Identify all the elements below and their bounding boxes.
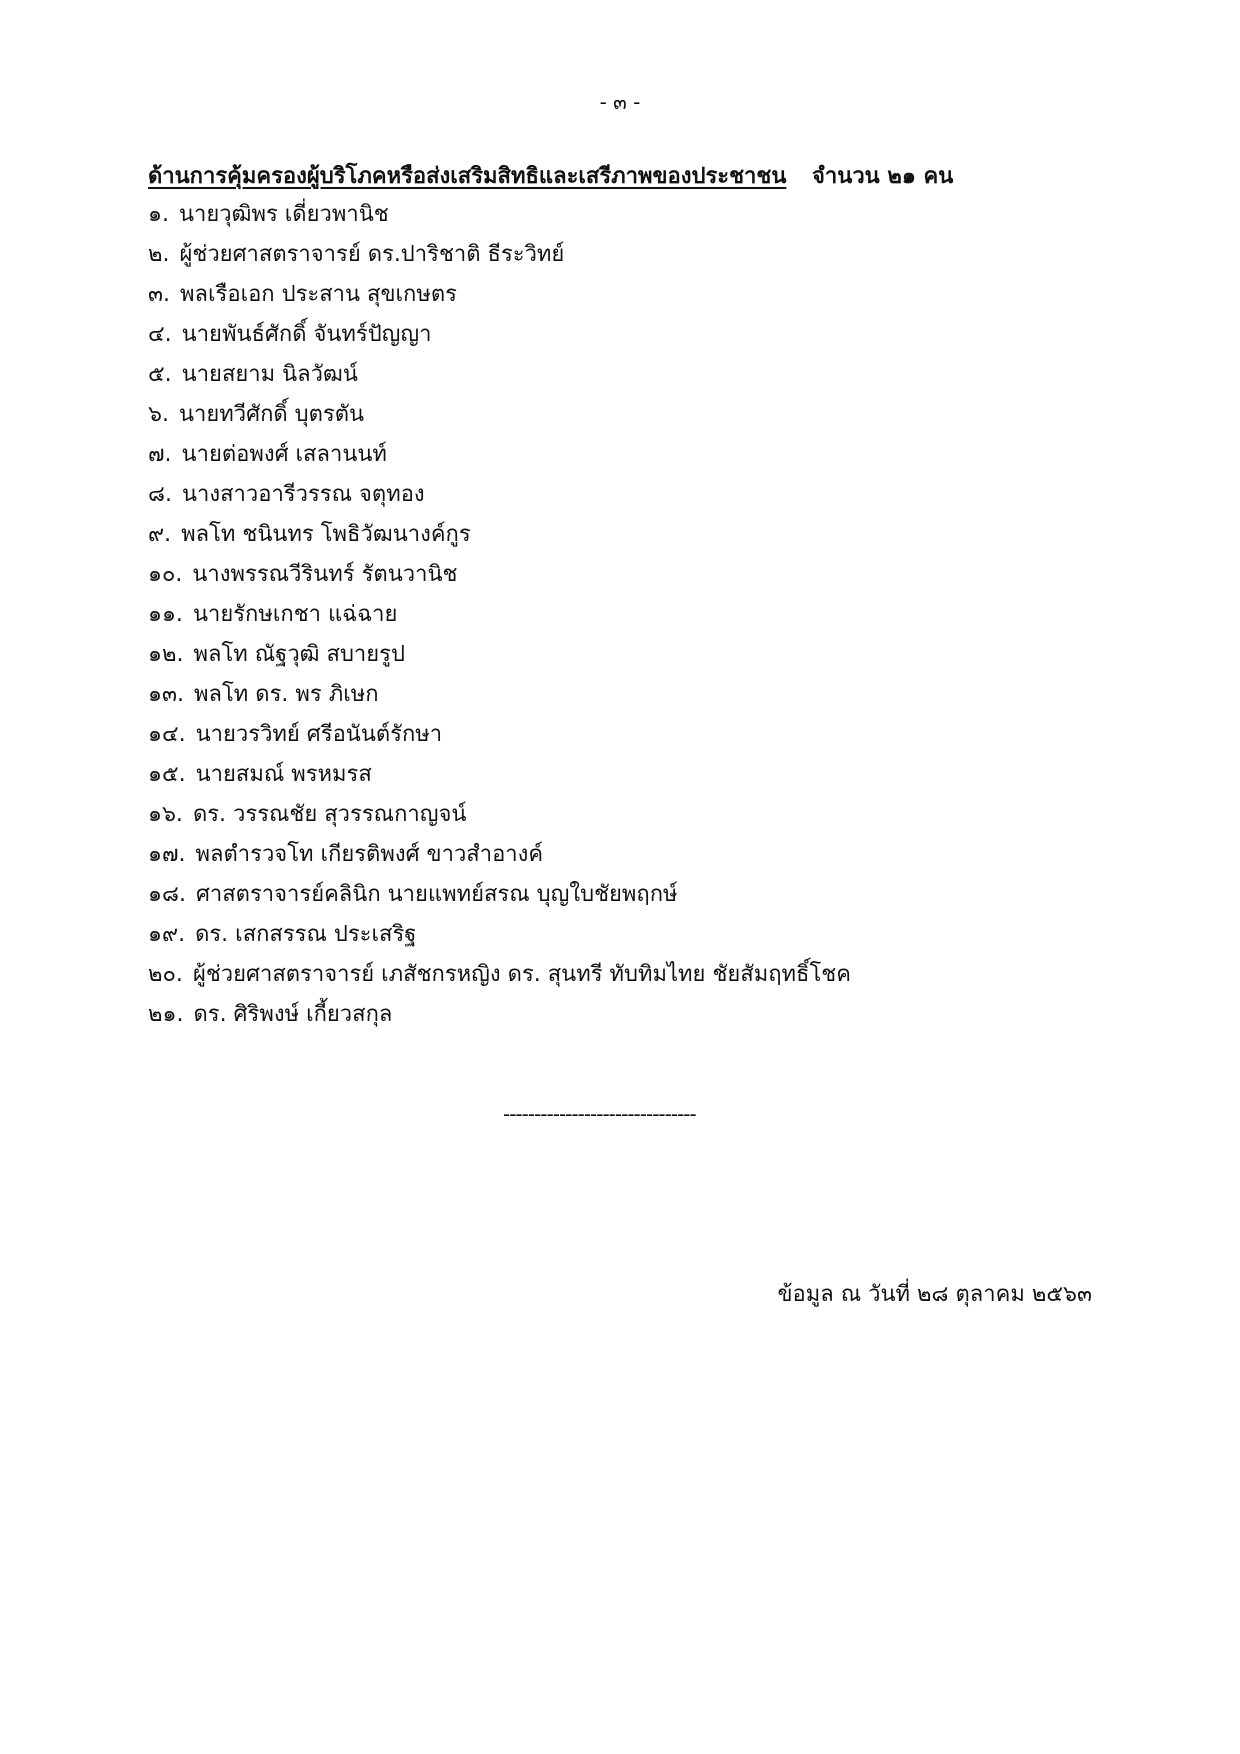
member-name: นางสาวอารีวรรณ จตุทอง [181,482,425,507]
data-date: ข้อมูล ณ วันที่ ๒๘ ตุลาคม ๒๕๖๓ [777,1282,1092,1307]
section-title: ด้านการคุ้มครองผู้บริโภคหรือส่งเสริมสิทธิและเสรีภาพของประชาชน [148,164,787,189]
member-name: นายวรวิทย์ ศรีอนันต์รักษา [195,722,443,747]
item-number: ๑๖. [148,802,183,827]
item-number: ๑๘. [148,882,186,907]
member-name: นายวุฒิพร เดี่ยวพานิช [178,202,389,227]
item-number: ๑๙. [148,922,186,947]
member-name: นายสยาม นิลวัฒน์ [181,362,358,387]
list-item [148,715,851,755]
member-name: พลโท ดร. พร ภิเษก [194,682,379,707]
item-number: ๑๔. [148,722,186,747]
member-name: ดร. เสกสรรณ ประเสริฐ [195,922,417,947]
member-list [148,195,851,1035]
member-count: จำนวน ๒๑ คน [812,164,954,189]
list-item [148,315,851,355]
list-item [148,635,851,675]
item-number: ๑๒. [148,642,184,667]
item-number: ๓. [148,282,171,307]
member-name: ผู้ช่วยศาสตราจารย์ ดร.ปาริชาติ ธีระวิทย์ [179,242,565,267]
item-number: ๘. [148,482,172,507]
list-item [148,235,851,275]
list-item [148,395,851,435]
list-item [148,515,851,555]
item-number: ๑๐. [148,562,183,587]
list-item [148,915,851,955]
list-item [148,355,851,395]
member-name: ศาสตราจารย์คลินิก นายแพทย์สรณ บุญใบชัยพฤกษ์ [195,882,678,907]
item-number: ๕. [148,362,172,387]
item-number: ๒๑. [148,1002,184,1027]
item-number: ๑๑. [148,602,183,627]
list-item [148,675,851,715]
member-name: พลโท ณัฐวุฒิ สบายรูป [193,642,405,667]
member-name: นางพรรณวีรินทร์ รัตนวานิช [192,562,458,587]
section-heading [148,158,953,193]
member-name: นายพันธ์ศักดิ์ จันทร์ปัญญา [181,322,432,347]
member-name: พลเรือเอก ประสาน สุขเกษตร [180,282,457,307]
list-item [148,875,851,915]
item-number: ๔. [148,322,172,347]
member-name: นายต่อพงศ์ เสลานนท์ [181,442,387,467]
list-item [148,755,851,795]
list-item [148,955,851,995]
item-number: ๖. [148,402,169,427]
item-number: ๑๓. [148,682,184,707]
member-name: นายสมณ์ พรหมรส [195,762,372,787]
member-name: นายทวีศักดิ์ บุตรตัน [178,402,365,427]
list-item [148,595,851,635]
page-number: - ๓ - [599,90,641,114]
separator-line: ------------------------------- [503,1102,696,1126]
item-number: ๗. [148,442,172,467]
member-name: ดร. วรรณชัย สุวรรณกาญจน์ [192,802,467,827]
list-item [148,995,851,1035]
list-item [148,275,851,315]
list-item [148,435,851,475]
member-name: พลตำรวจโท เกียรติพงศ์ ขาวสำอางค์ [195,842,544,867]
member-name: นายรักษเกชา แฉ่ฉาย [192,602,398,627]
list-item [148,195,851,235]
member-name: ดร. ศิริพงษ์ เกี้ยวสกุล [193,1002,393,1027]
item-number: ๑. [148,202,169,227]
item-number: ๑๕. [148,762,186,787]
item-number: ๒๐. [148,962,183,987]
member-name: ผู้ช่วยศาสตราจารย์ เภสัชกรหญิง ดร. สุนทรี ทับทิมไทย ชัยสัมฤทธิ์โชค [192,962,851,987]
item-number: ๑๗. [148,842,186,867]
list-item [148,835,851,875]
item-number: ๒. [148,242,170,267]
item-number: ๙. [148,522,172,547]
list-item [148,795,851,835]
list-item [148,475,851,515]
list-item [148,555,851,595]
member-name: พลโท ชนินทร โพธิวัฒนางค์กูร [181,522,471,547]
